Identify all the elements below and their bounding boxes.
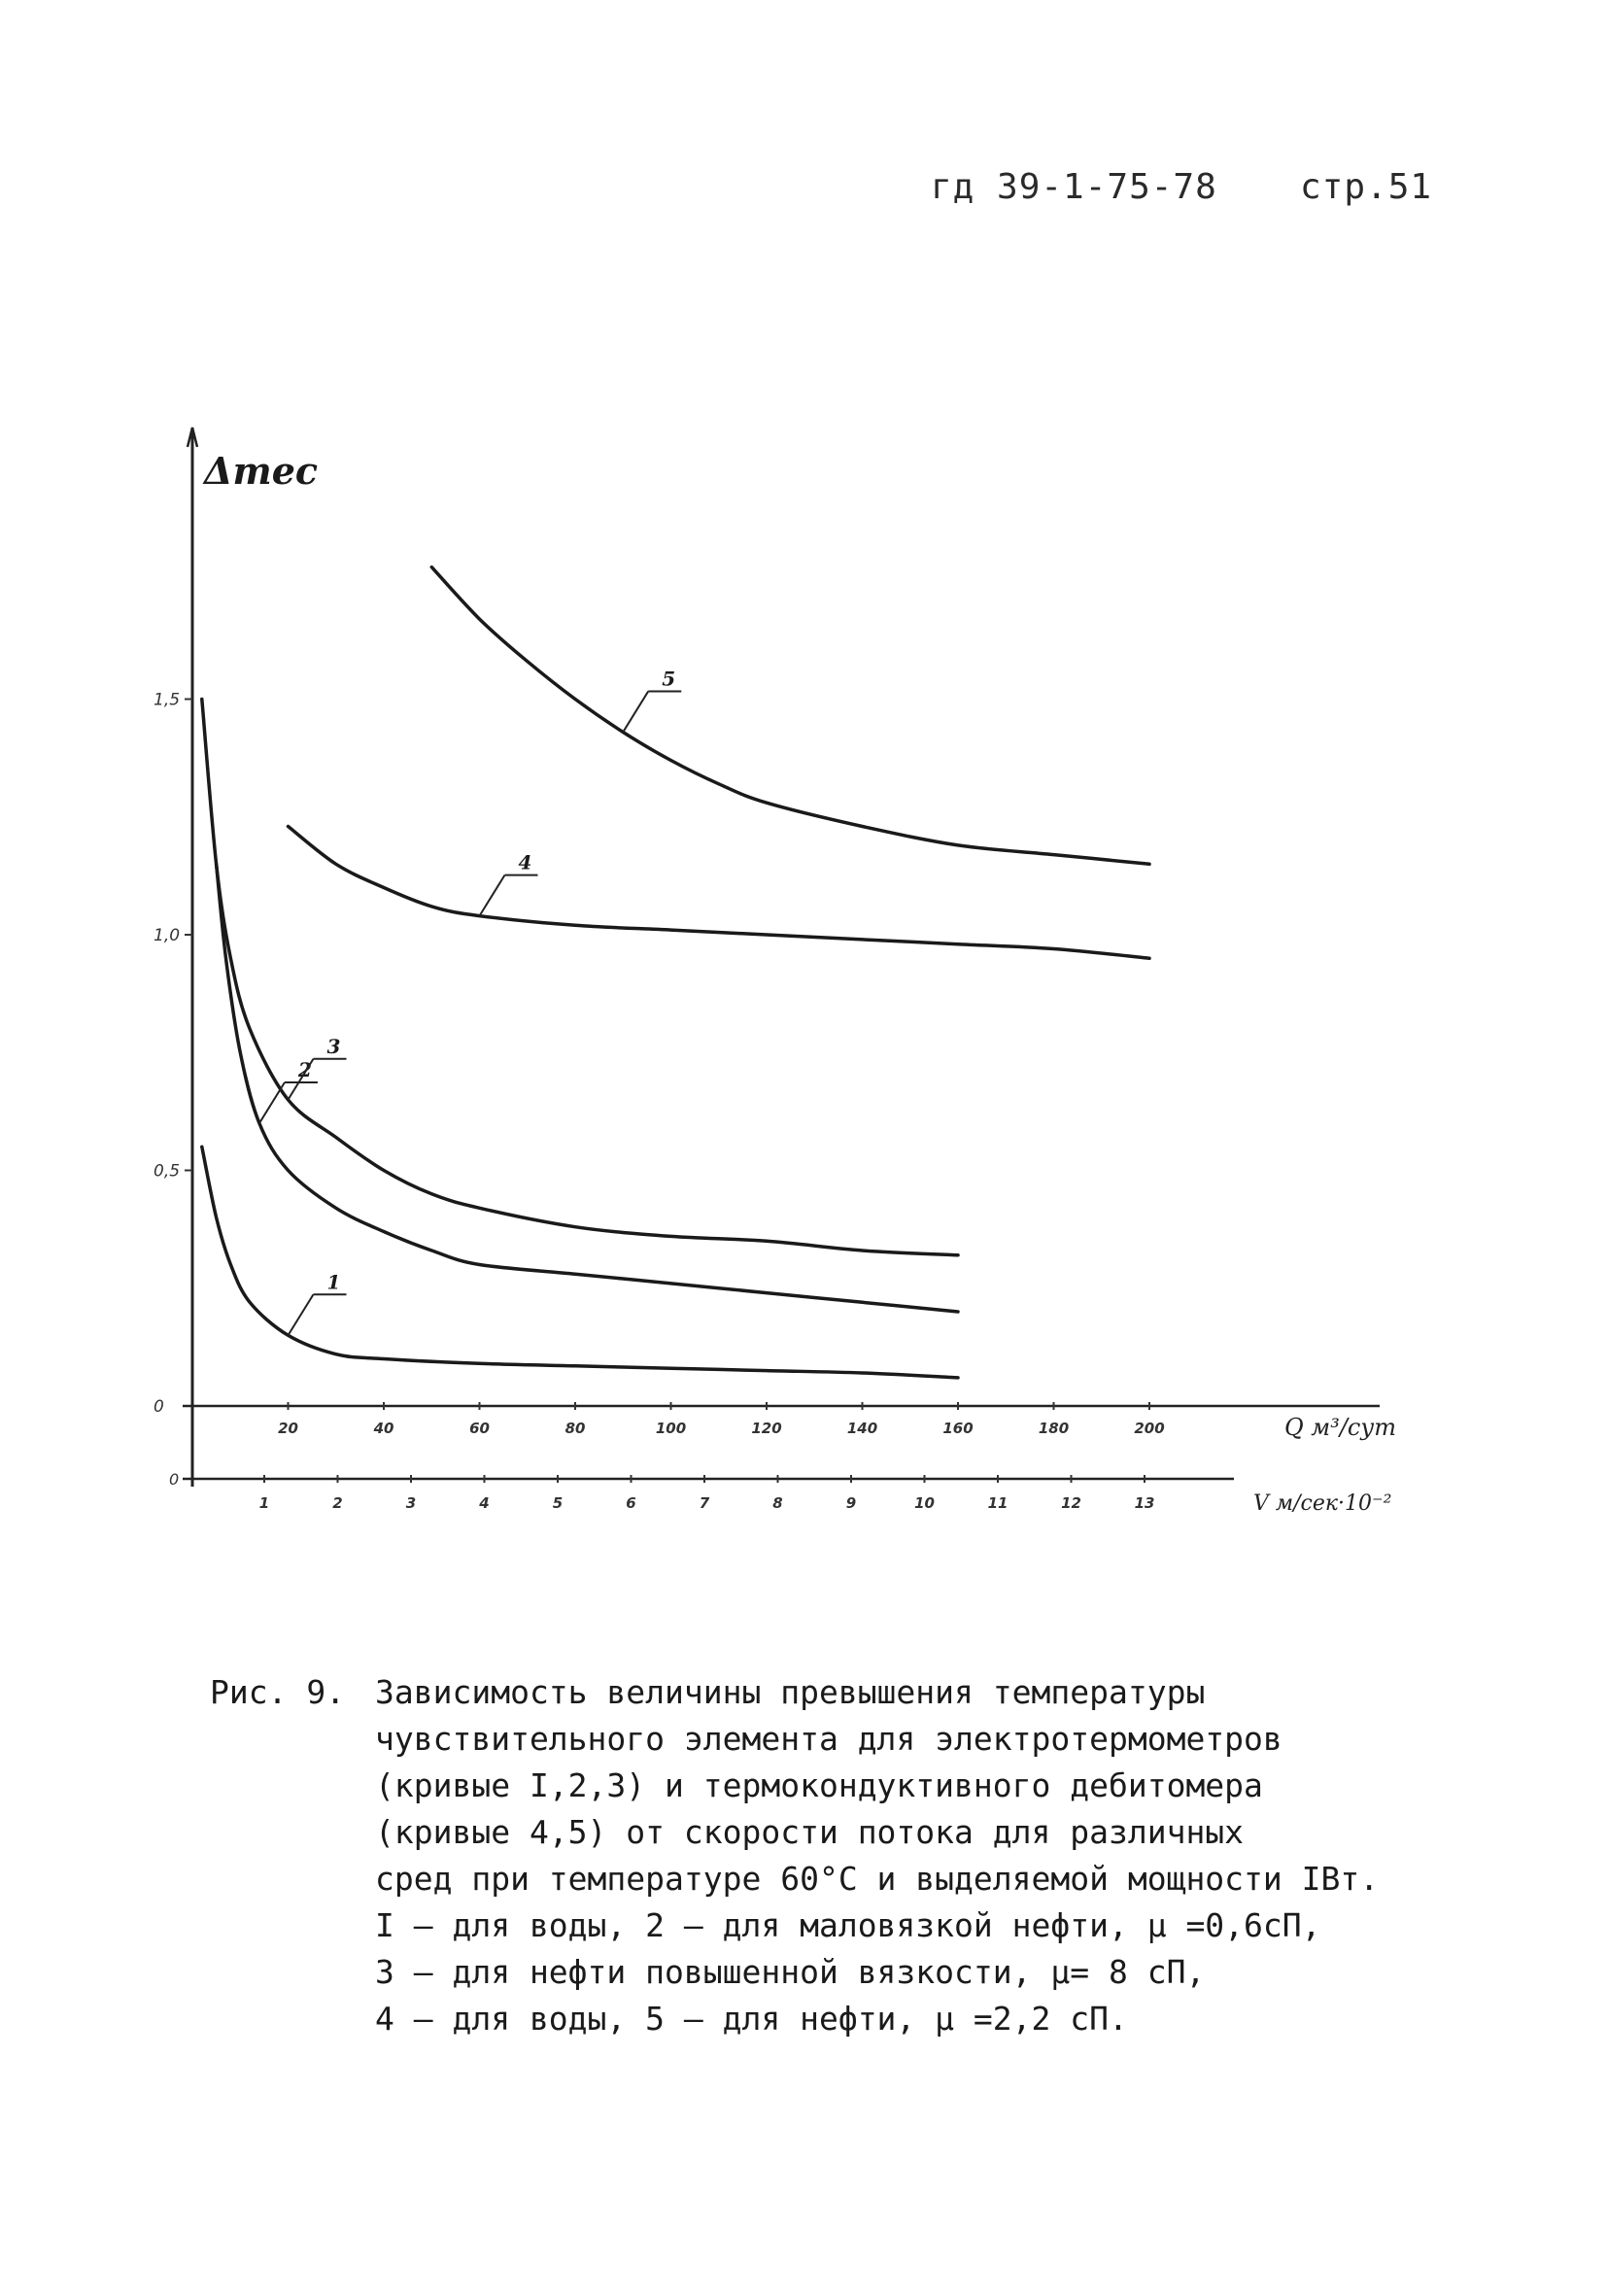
x-tick-label: 100 — [655, 1420, 687, 1437]
chart-curves — [202, 567, 1149, 1378]
document-code: гд 39-1-75-78 — [931, 167, 1217, 207]
curve-number-label: 3 — [326, 1034, 341, 1058]
x2-tick-label: 7 — [699, 1494, 710, 1512]
y-tick-label: 1,5 — [154, 690, 181, 710]
y-tick-label: 0,5 — [154, 1161, 181, 1182]
x-tick-label: 40 — [373, 1420, 394, 1437]
x2-tick-label: 11 — [987, 1494, 1009, 1512]
caption-text-line: (кривые 4,5) от скорости потока для различных — [375, 1813, 1245, 1851]
caption-line — [210, 1669, 1473, 1716]
x2-tick-label: 13 — [1134, 1494, 1155, 1512]
x2-tick-label: 9 — [845, 1494, 857, 1512]
x2-tick-label: 8 — [772, 1494, 783, 1512]
y-tick-label: 0 — [154, 1397, 164, 1417]
caption-text-line: сред при температуре 60°С и выделяемой мощности IВт. — [375, 1860, 1380, 1898]
x2-tick-label: 4 — [479, 1494, 490, 1512]
x2-tick-label: 3 — [405, 1494, 417, 1512]
x-tick-label: 140 — [846, 1420, 878, 1437]
x2-tick-label: 5 — [552, 1494, 564, 1512]
x2-zero-label: 0 — [169, 1470, 180, 1489]
x-axis-flow-label: Q м³/сут — [1284, 1414, 1397, 1441]
y-tick-label: 1,0 — [154, 926, 181, 945]
curve-2 — [217, 864, 958, 1312]
caption-text-line: I – для воды, 2 – для маловязкой нефти, μ =0,6сП, — [375, 1906, 1321, 1944]
x2-tick-label: 6 — [626, 1494, 636, 1512]
x2-tick-label: 1 — [258, 1494, 270, 1512]
figure-number: Рис. 9. — [210, 1673, 346, 1711]
x-tick-label: 160 — [942, 1420, 974, 1437]
curve-label-leader — [289, 1294, 314, 1335]
curve-number-label: 4 — [518, 850, 532, 874]
x-tick-label: 20 — [278, 1420, 298, 1437]
chart-ticks — [154, 691, 1165, 1513]
curve-number-label: 5 — [662, 667, 676, 691]
x2-tick-label: 2 — [332, 1494, 343, 1512]
x-tick-label: 60 — [469, 1420, 490, 1437]
curve-1 — [202, 1147, 958, 1378]
curve-labels — [259, 667, 681, 1335]
x-tick-label: 180 — [1038, 1420, 1070, 1437]
caption-text-line: Зависимость величины превышения температуры — [375, 1673, 1206, 1711]
y-axis-label: Δтес — [204, 449, 319, 493]
x2-tick-label: 12 — [1061, 1494, 1081, 1512]
caption-text-line: чувствительного элемента для электротермометров — [375, 1720, 1282, 1758]
curve-3 — [202, 700, 958, 1255]
figure-caption — [210, 1669, 1473, 2042]
curve-number-label: 2 — [297, 1058, 312, 1081]
curve-label-leader — [480, 875, 505, 916]
x-tick-label: 200 — [1134, 1420, 1165, 1437]
curve-5 — [431, 567, 1149, 865]
x-axis-velocity-label: V м/сек·10⁻² — [1253, 1491, 1392, 1516]
curve-4 — [289, 827, 1150, 959]
caption-text-line: 4 – для воды, 5 – для нефти, μ =2,2 сП. — [375, 2000, 1128, 2038]
page-number: стр.51 — [1300, 167, 1433, 207]
caption-text-line: (кривые I,2,3) и термокондуктивного дебитомера — [375, 1766, 1263, 1804]
curve-label-leader — [259, 1082, 285, 1123]
curve-number-label: 1 — [326, 1270, 341, 1294]
curve-label-leader — [623, 691, 648, 732]
x-tick-label: 120 — [751, 1420, 782, 1437]
caption-text-line: 3 – для нефти повышенной вязкости, μ= 8 сП, — [375, 1953, 1206, 1991]
x-tick-label: 80 — [564, 1420, 586, 1437]
chart-axes — [183, 428, 1396, 1516]
x2-tick-label: 10 — [914, 1494, 935, 1512]
